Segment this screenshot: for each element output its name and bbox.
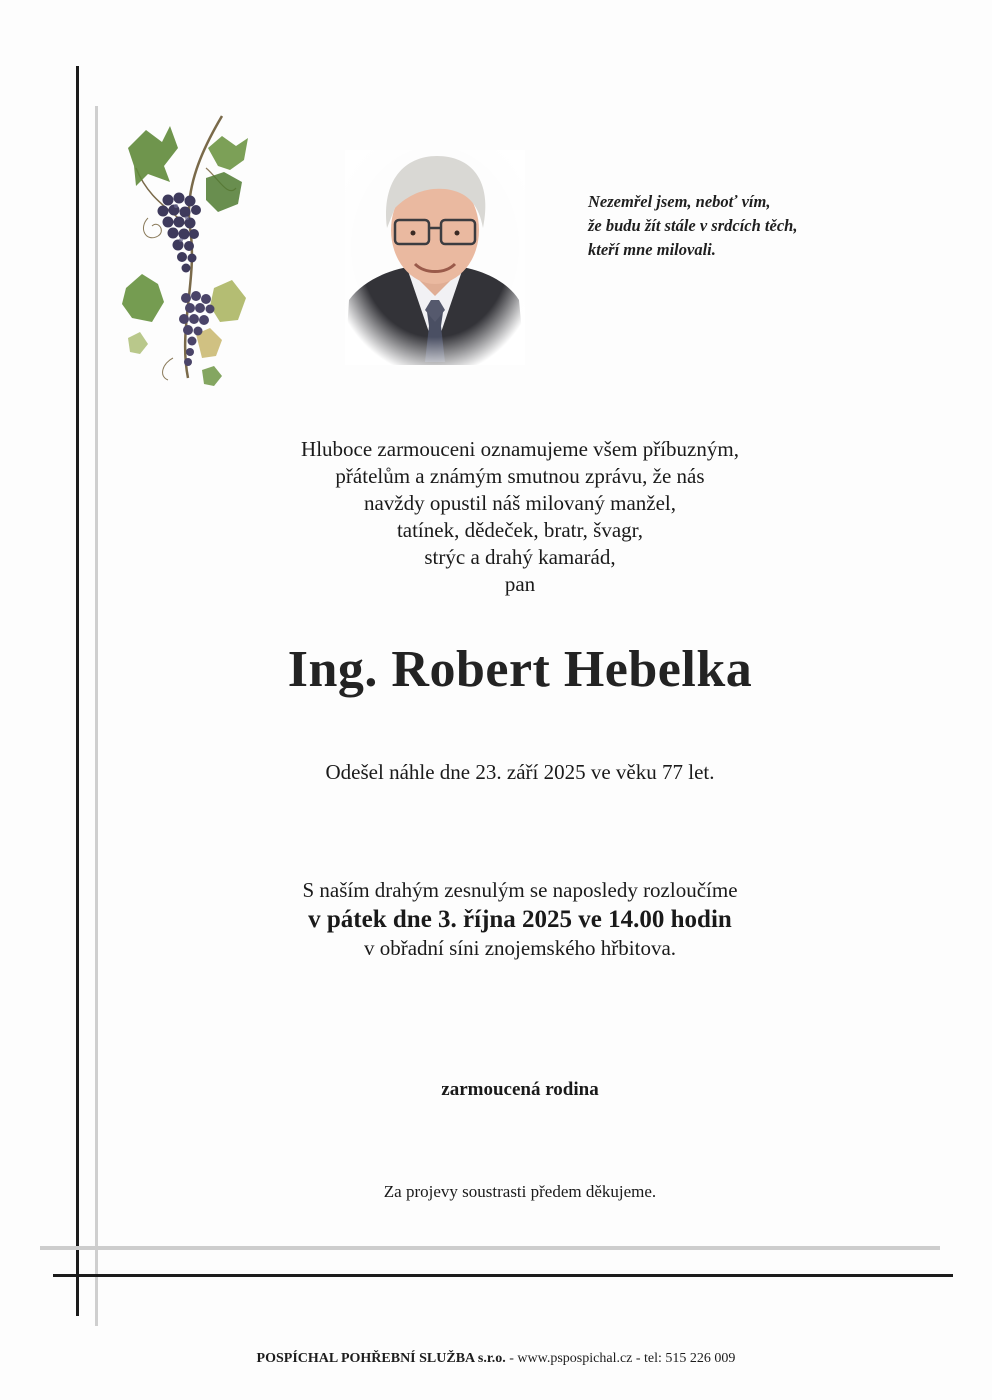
announcement-line: navždy opustil náš milovaný manžel, <box>363 491 677 515</box>
farewell-intro: S naším drahým zesnulým se naposledy rozloučíme <box>302 878 738 902</box>
footer-company: POSPÍCHAL POHŘEBNÍ SLUŽBA s.r.o. <box>256 1351 506 1366</box>
frame-horizontal-line-grey <box>40 1246 940 1250</box>
farewell-info <box>130 876 910 963</box>
thanks-note: Za projevy soustrasti předem děkujeme. <box>383 1182 657 1201</box>
motto-line: že budu žít stále v srdcích těch, <box>588 216 798 235</box>
frame-vertical-line-dark <box>76 66 79 1316</box>
frame-horizontal-line-dark <box>53 1274 953 1277</box>
motto-quote <box>588 190 878 262</box>
signature: zarmoucená rodina <box>441 1079 599 1100</box>
footer <box>0 1351 992 1367</box>
grape-vine-icon <box>118 108 258 393</box>
frame-vertical-line-grey <box>95 106 98 1326</box>
announcement-line: tatínek, dědeček, bratr, švagr, <box>396 518 644 542</box>
footer-contact: - www.pspospichal.cz - tel: 515 226 009 <box>505 1351 736 1366</box>
announcement-line: strýc a drahý kamarád, <box>424 545 616 569</box>
motto-line: Nezemřel jsem, neboť vím, <box>588 192 771 211</box>
portrait-photo <box>345 150 525 365</box>
announcement-line: přátelům a známým smutnou zprávu, že nás <box>335 464 705 488</box>
announcement-line: pan <box>504 572 536 596</box>
farewell-place: v obřadní síni znojemského hřbitova. <box>363 936 677 960</box>
death-info: Odešel náhle dne 23. září 2025 ve věku 77 let. <box>325 760 715 784</box>
deceased-name: Ing. Robert Hebelka <box>287 641 753 698</box>
announcement-line: Hluboce zarmouceni oznamujeme všem příbuzným, <box>301 437 739 461</box>
announcement-text <box>130 436 910 598</box>
motto-line: kteří mne milovali. <box>588 240 716 259</box>
farewell-date-time: v pátek dne 3. října 2025 ve 14.00 hodin <box>308 906 732 933</box>
